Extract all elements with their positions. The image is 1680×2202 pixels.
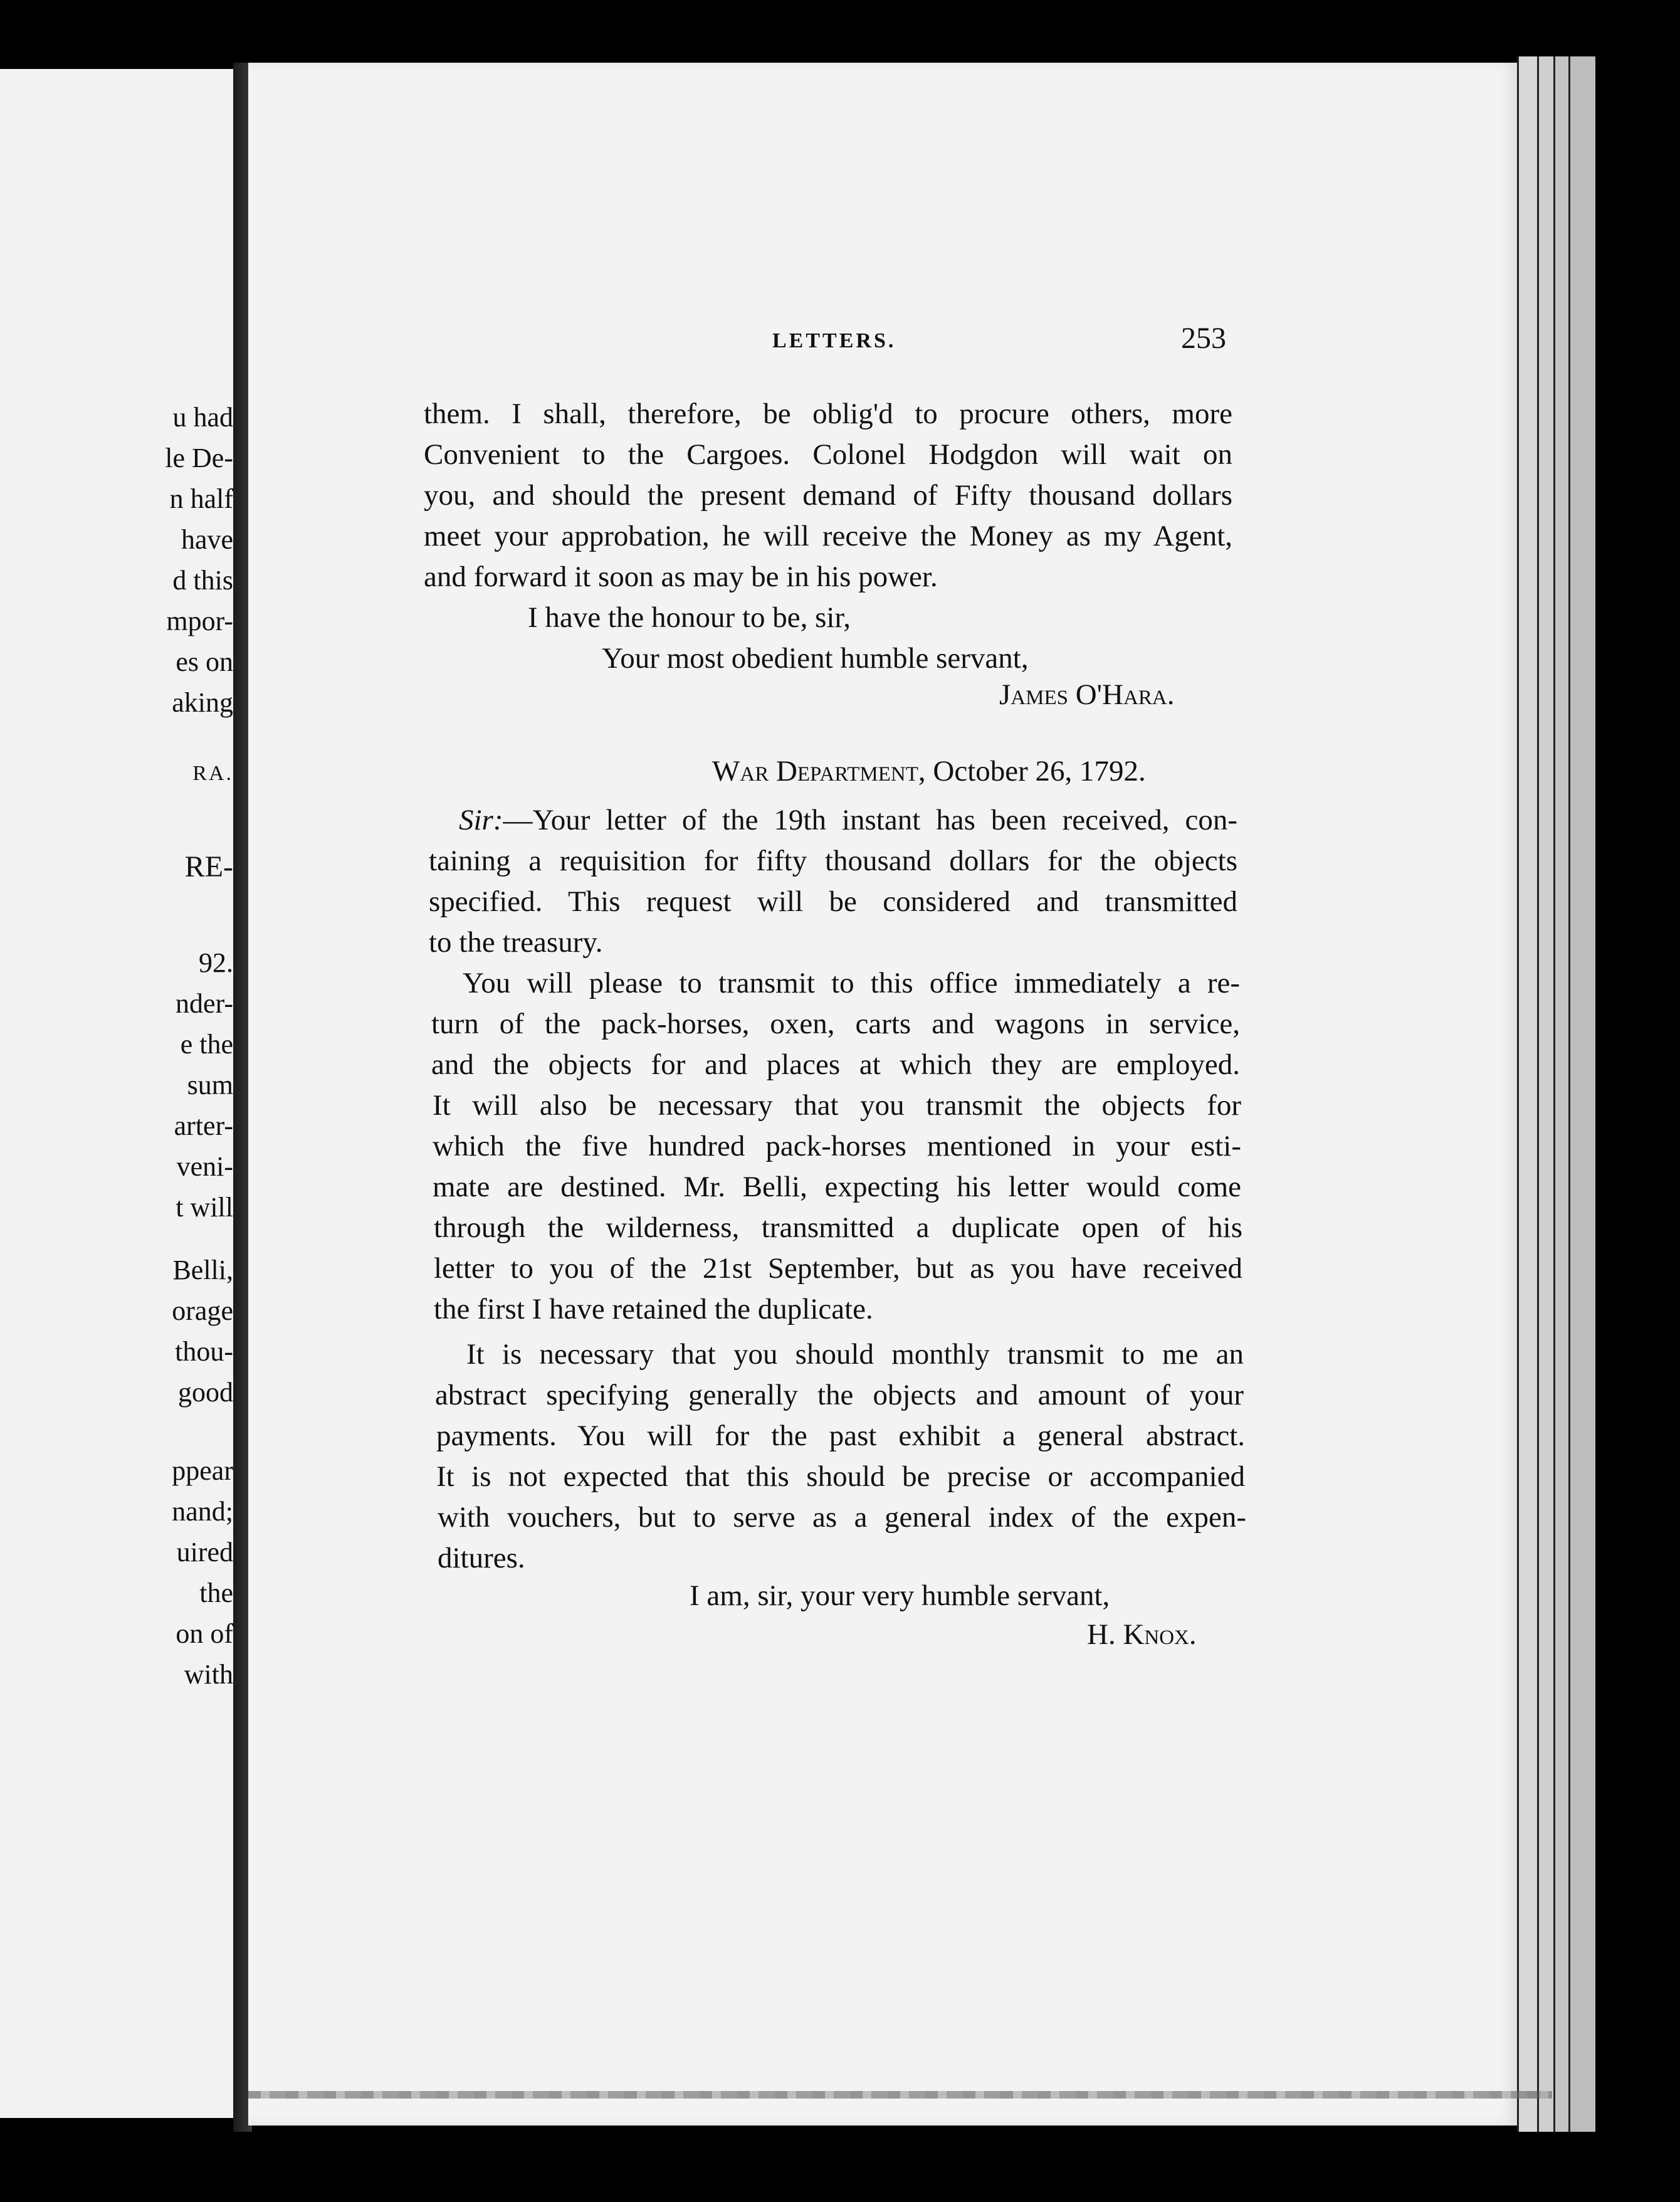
body-line: turn of the pack-horses, oxen, carts and wagons in service, <box>431 1008 1240 1040</box>
previous-page-line: arter- <box>174 1110 233 1141</box>
body-line: through the wilderness, transmitted a duplicate open of his <box>434 1211 1242 1244</box>
previous-page <box>0 69 236 2118</box>
previous-page-line: t will <box>176 1192 233 1223</box>
book-edge-layer <box>1517 56 1538 2132</box>
body-line: taining a requisition for fifty thousand dollars for the objects <box>429 845 1237 877</box>
previous-page-line: on of <box>176 1618 233 1649</box>
previous-page-line: e the <box>180 1029 233 1060</box>
body-line: It is necessary that you should monthly transmit to me an <box>466 1338 1244 1371</box>
closing-line: I have the honour to be, sir, <box>528 601 851 634</box>
previous-page-line: 92. <box>199 947 233 978</box>
body-line: You will please to transmit to this office immediately a re- <box>463 967 1240 999</box>
body-line: It is not expected that this should be precise or accompanied <box>436 1460 1245 1493</box>
body-line: abstract specifying generally the objects and amount of your <box>435 1379 1244 1411</box>
closing-line: Your most obedient humble servant, <box>602 642 1029 675</box>
dateline-department: War Department, <box>712 755 926 788</box>
body-line: them. I shall, therefore, be oblig'd to procure others, more <box>424 398 1232 430</box>
previous-page-line: orage <box>172 1295 233 1326</box>
book-edge-layer <box>1568 56 1595 2132</box>
body-line: letter to you of the 21st September, but as you have received <box>434 1252 1242 1285</box>
previous-page-line: RA. <box>192 762 233 785</box>
previous-page-line: sum <box>187 1070 233 1100</box>
body-line: It will also be necessary that you transmit the objects for <box>433 1089 1241 1122</box>
previous-page-line: the <box>199 1578 233 1608</box>
running-head: LETTERS. <box>772 329 896 352</box>
previous-page-line: n half <box>169 483 233 514</box>
previous-page-line: ppear <box>172 1455 233 1486</box>
page-number: 253 <box>1181 322 1226 355</box>
body-line: and forward it soon as may be in his power. <box>424 561 938 593</box>
body-line <box>459 801 1237 839</box>
body-line: you, and should the present demand of Fifty thousand dollars <box>424 479 1232 512</box>
body-line: the first I have retained the duplicate. <box>434 1293 873 1325</box>
previous-page-line: RE- <box>184 850 233 883</box>
previous-page-line: veni- <box>176 1151 233 1182</box>
dateline <box>712 752 1146 790</box>
page-bottom-edge <box>248 2091 1552 2099</box>
closing-line: I am, sir, your very humble servant, <box>690 1579 1110 1612</box>
previous-page-line: have <box>181 524 233 555</box>
book-edge-layer <box>1553 56 1569 2132</box>
salutation: Sir: <box>459 804 503 836</box>
body-line: ditures. <box>438 1542 525 1574</box>
body-line: and the objects for and places at which they are employed. <box>431 1048 1240 1081</box>
previous-page-line: d this <box>172 565 233 596</box>
body-line: Convenient to the Cargoes. Colonel Hodgdon will wait on <box>424 438 1232 471</box>
body-line: meet your approbation, he will receive the Money as my Agent, <box>424 520 1232 552</box>
body-line: payments. You will for the past exhibit a general abstract. <box>436 1420 1245 1452</box>
previous-page-line: with <box>184 1659 233 1690</box>
previous-page-line: nand; <box>172 1496 233 1527</box>
signature: James O'Hara. <box>999 678 1175 711</box>
book-edge-layer <box>1537 56 1554 2132</box>
body-line: specified. This request will be considered and transmitted <box>429 885 1237 918</box>
previous-page-line: Belli, <box>172 1255 233 1285</box>
previous-page-line: mpor- <box>166 606 233 636</box>
body-line: which the five hundred pack-horses mentioned in your esti- <box>433 1130 1241 1162</box>
signature: H. Knox. <box>1087 1618 1197 1651</box>
previous-page-line: uired <box>176 1537 233 1567</box>
previous-page-line: le De- <box>165 443 233 473</box>
body-line-text: —Your letter of the 19th instant has been received, con- <box>503 804 1237 836</box>
body-line: with vouchers, but to serve as a general index of the expen- <box>438 1501 1246 1534</box>
previous-page-line: good <box>178 1377 233 1408</box>
previous-page-line: u had <box>172 402 233 433</box>
previous-page-line: aking <box>172 687 233 718</box>
body-line: mate are destined. Mr. Belli, expecting his letter would come <box>433 1171 1241 1203</box>
previous-page-line: nder- <box>176 988 233 1019</box>
previous-page-line: thou- <box>175 1336 233 1367</box>
previous-page-line: es on <box>176 646 233 677</box>
dateline-date: October 26, 1792. <box>933 755 1146 788</box>
body-line: to the treasury. <box>429 926 603 959</box>
